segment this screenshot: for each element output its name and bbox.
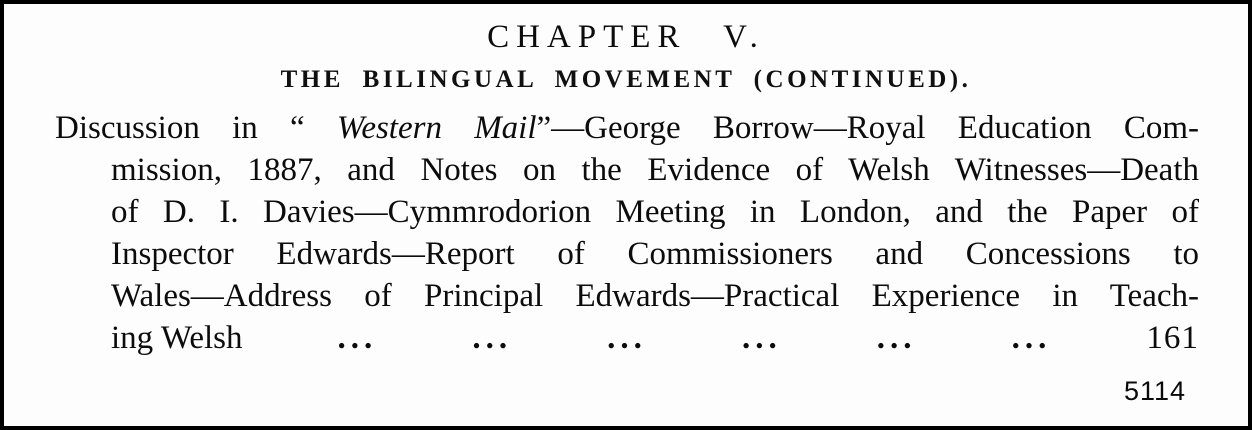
- leader-dots-2: ...: [472, 319, 513, 356]
- toc-line-1-italic-title: Western Mail: [336, 109, 537, 146]
- leader-dots-3: ...: [607, 319, 647, 356]
- section-title: THE BILINGUAL MOVEMENT (CONTINUED).: [280, 66, 972, 94]
- chapter-title: CHAPTER V.: [487, 19, 765, 55]
- toc-line-4: Inspector Edwards—Report of Commissioners and Concessions to: [111, 235, 1199, 272]
- toc-line-3: of D. I. Davies—Cymmrodorion Meeting in London, and the Paper of: [111, 193, 1199, 230]
- toc-entry: [55, 107, 1199, 359]
- toc-line-1: [55, 107, 1199, 149]
- toc-line-1-text-after: ”—George Borrow—Royal Education Com-: [536, 109, 1199, 146]
- toc-line-1-text: Discussion in “: [55, 109, 337, 146]
- page-number: 161: [1146, 319, 1199, 356]
- leader-dots-6: ...: [1011, 319, 1052, 356]
- toc-line-6: [55, 317, 1199, 359]
- leader-dots-4: ...: [741, 319, 782, 356]
- toc-line-5: Wales—Address of Principal Edwards—Practical Experience in Teach-: [111, 277, 1199, 314]
- leader-dots-5: ...: [876, 319, 917, 356]
- toc-line-6-text: ing Welsh: [111, 319, 243, 356]
- stamp-number: 5114: [1123, 376, 1186, 406]
- leader-dots-1: ...: [337, 319, 378, 356]
- toc-line-2: mission, 1887, and Notes on the Evidence of Welsh Witnesses—Death: [111, 151, 1199, 188]
